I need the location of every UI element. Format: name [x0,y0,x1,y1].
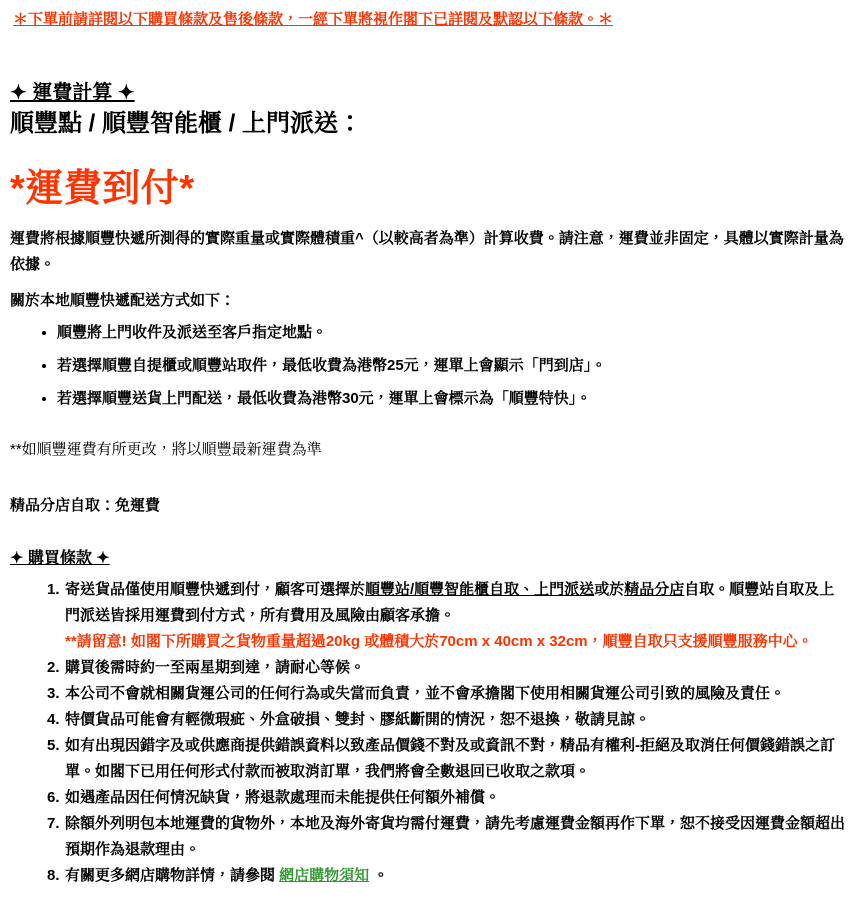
delivery-method-item: • 若選擇順豐自提櫃或順豐站取件，最低收費為港幣25元，運單上會顯示「門到店」。 [57,353,849,378]
terms-item-1-underline-store: 精品分店 [624,581,685,598]
top-notice: ＊下單前請詳閱以下購買條款及售後條款，一經下單將視作閣下已詳閱及默認以下條款。＊ [13,11,614,28]
terms-section-heading: ✦ 購買條款 ✦ [10,550,110,567]
terms-item-8-text: 。 [369,867,389,884]
terms-item-1-text: 自取。順豐站自取及上門派送皆採用運費到付方式，所有費用及風險由顧客承擔。 [65,581,835,624]
delivery-method-item: • 順豐將上門收件及派送至客戶指定地點。 [57,320,849,345]
weight-size-warning: **請留意! 如閣下所購買之貨物重量超過20kg 或體積大於70cm x 40cm x 32cm，順豐自取只支援順豐服務中心。 [65,633,813,650]
cod-banner: *運費到付* [10,168,195,210]
terms-item-1-underline-pickup: 順豐站/順豐智能櫃自取、上門派送 [365,581,595,598]
terms-item-1-text: 寄送貨品僅使用順豐快遞到付，顧客可選擇於 [65,581,366,598]
terms-item-8 [65,863,849,889]
terms-item-6: 如遇產品因任何情況缺貨，將退款處理而未能提供任何額外補償。 [65,789,501,806]
terms-item-8-text: 有關更多網店購物詳情，請參閱 [65,867,280,884]
terms-item-1 [65,577,849,655]
shipping-section-heading: ✦ 運費計算 ✦ [10,82,135,104]
delivery-method-item: • 若選擇順豐送貨上門配送，最低收費為港幣30元，運單上會標示為「順豐特快」。 [57,386,849,411]
delivery-methods-list [10,320,849,411]
terms-item-2: 購買後需時約一至兩星期到達，請耐心等候。 [65,659,366,676]
terms-item-1-text: 或於 [594,581,625,598]
fee-change-note: **如順豐運費有所更改，將以順豐最新運費為準 [10,441,322,458]
store-pickup-note: 精品分店自取：免運費 [10,497,161,514]
terms-item-3: 本公司不會就相關貨運公司的任何行為或失當而負責，並不會承擔閣下使用相關貨運公司引致的風險及責任。 [65,685,786,702]
terms-item-7: 除額外列明包本地運費的貨物外，本地及海外寄貨均需付運費，請先考慮運費金額再作下單，恕不接受因運費金額超出預期作為退款理由。 [65,815,846,858]
store-guide-link[interactable]: 網店購物須知 [279,867,370,884]
delivery-methods-title: 關於本地順豐快遞配送方式如下： [10,292,236,309]
terms-item-4: 特價貨品可能會有輕微瑕疵、外盒破損、雙封、膠紙斷開的情況，恕不退換，敬請見諒。 [65,711,651,728]
terms-list [10,577,849,889]
terms-item-5: 如有出現因錯字及或供應商提供錯誤資料以致產品價錢不對及或資訊不對，精品有權利-拒絕及取消任何價錢錯誤之訂單。如閣下已用任何形式付款而被取消訂單，我們將會全數退回已收取之款項。 [65,737,836,780]
shipping-intro-paragraph: 運費將根據順豐快遞所測得的實際重量或實際體積重^（以較高者為準）計算收費。請注意，運費並非固定，具體以實際計量為依據。 [10,230,844,273]
delivery-options-subheading: 順豐點 / 順豐智能櫃 / 上門派送： [10,110,363,137]
